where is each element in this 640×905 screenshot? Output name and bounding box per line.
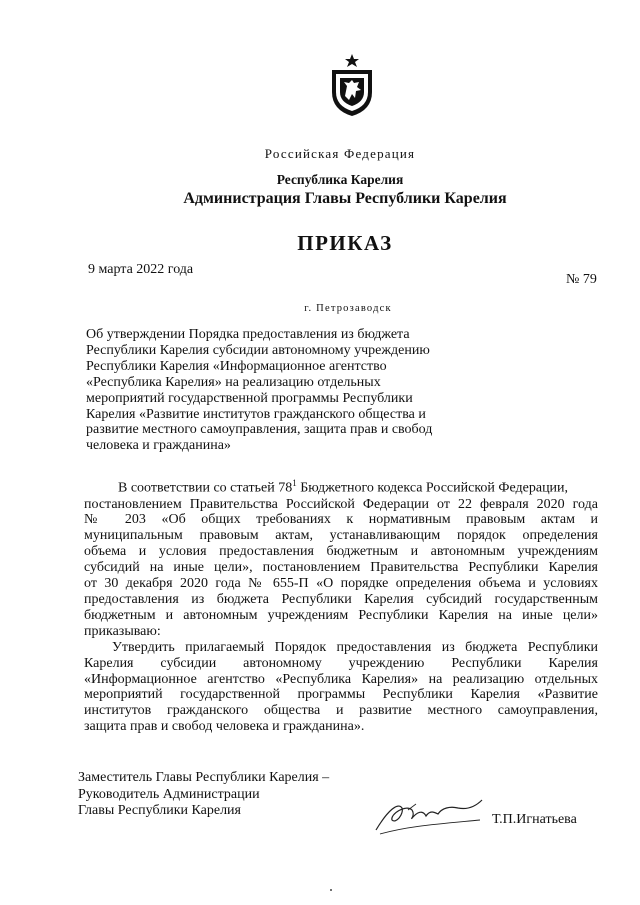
- document-date: 9 марта 2022 года: [88, 262, 194, 277]
- document-city: г. Петрозаводск: [304, 303, 392, 314]
- superscript: 1: [292, 478, 297, 488]
- body-line: муниципальным правовым актам, устанавливающим порядок определения: [84, 528, 598, 544]
- body-line: мероприятий государственной программы Республики Карелия «Развитие: [84, 687, 598, 703]
- document-number: № 79: [566, 272, 597, 287]
- body-line: предоставления из бюджета Республики Карелия субсидий государственным: [84, 592, 598, 607]
- body-line: «Информационное агентство «Республика Карелия» на реализацию отдельных: [84, 671, 598, 687]
- handwritten-signature: [368, 790, 488, 840]
- karelia-coat-of-arms-icon: [327, 52, 377, 118]
- body-line: защита прав и свобод человека и гражданина».: [84, 719, 365, 735]
- subject-line: Республики Карелия субсидии автономному учреждению: [86, 342, 430, 358]
- subject-line: человека и гражданина»: [86, 438, 231, 454]
- body-paragraph-1-first-line: В соответствии со статьей $78^1$ Бюджетного кодекса Российской Федерации,: [118, 478, 569, 496]
- signatory-name: Т.П.Игнатьева: [492, 812, 577, 827]
- subject-line: «Республика Карелия» на реализацию отдельных: [86, 374, 381, 390]
- body-line: от 30 декабря 2020 года № 655-П «О порядке определения объема и условиях: [84, 576, 598, 592]
- document-type-title: ПРИКАЗ: [297, 231, 393, 255]
- country-name: Российская Федерация: [264, 146, 416, 161]
- subject-line: Об утверждении Порядка предоставления из бюджета: [86, 327, 410, 342]
- body-line: объема и условия предоставления бюджетным и автономным учреждениям: [84, 544, 598, 560]
- subject-line: Республики Карелия «Информационное агентство: [86, 358, 387, 374]
- body-line: Карелия субсидии автономному учреждению Республики Карелия: [84, 655, 598, 671]
- body-line: Утвердить прилагаемый Порядок предоставления из бюджета Республики: [112, 639, 598, 655]
- subject-line: Карелия «Развитие институтов гражданского общества и: [86, 406, 426, 422]
- body-line: субсидий на иные цели», постановлением Правительства Республики Карелия: [84, 560, 598, 576]
- signatory-position-line: Главы Республики Карелия: [78, 803, 241, 818]
- page-speck: [330, 889, 332, 891]
- body-line: постановлением Правительства Российской Федерации от 22 февраля 2020 года: [84, 496, 598, 512]
- body-line: институтов гражданского общества и развитие местного самоуправления,: [84, 703, 598, 719]
- body-line: приказываю:: [84, 623, 161, 639]
- document-subject: [86, 327, 486, 454]
- document-body: [84, 476, 598, 735]
- signatory-position-line: Руководитель Администрации: [78, 786, 260, 802]
- body-line: № 203 «Об общих требованиях к нормативным правовым актам и: [84, 512, 598, 528]
- subject-line: мероприятий государственной программы Республики: [86, 390, 413, 406]
- subject-line: развитие местного самоуправления, защита прав и свобод: [86, 422, 433, 438]
- authority-name: Администрация Главы Республики Карелия: [183, 190, 507, 207]
- body-line: бюджетным и автономным учреждениям Республики Карелия на иные цели»: [84, 607, 598, 623]
- republic-name: Республика Карелия: [276, 172, 404, 187]
- signatory-position: [78, 770, 329, 820]
- signatory-position-line: Заместитель Главы Республики Карелия –: [78, 770, 330, 785]
